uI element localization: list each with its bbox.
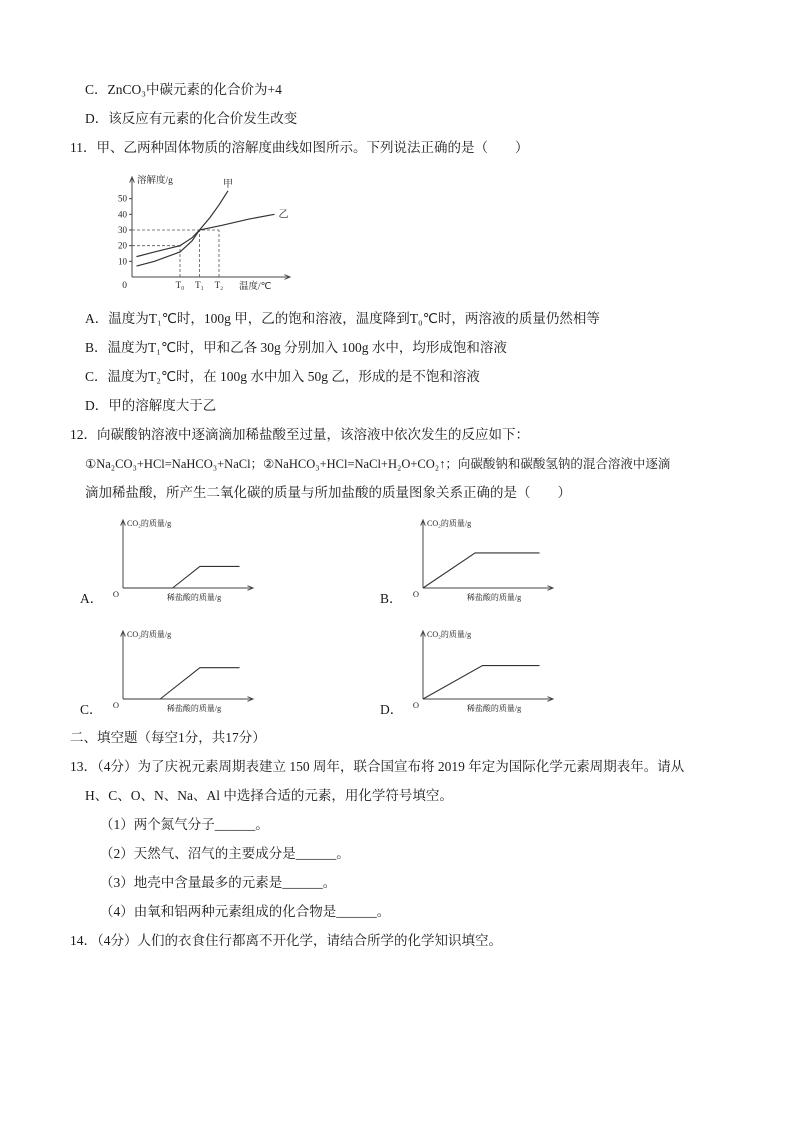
svg-text:50: 50 bbox=[118, 193, 127, 204]
q12-choice-a bbox=[80, 512, 380, 607]
q12-stem-line3: 滴加稀盐酸，所产生二氧化碳的质量与所加盐酸的质量图象关系正确的是（ ） bbox=[85, 485, 571, 500]
svg-text:T₁: T₁ bbox=[195, 280, 204, 290]
svg-text:20: 20 bbox=[118, 240, 127, 251]
svg-text:稀盐酸的质量/g: 稀盐酸的质量/g bbox=[467, 704, 522, 713]
svg-text:稀盐酸的质量/g: 稀盐酸的质量/g bbox=[466, 593, 521, 602]
q12-choice-b bbox=[380, 512, 680, 607]
svg-text:CO₂的质量/g: CO₂的质量/g bbox=[426, 519, 471, 528]
q12-chart-a-svg bbox=[107, 512, 267, 607]
svg-text:稀盐酸的质量/g: 稀盐酸的质量/g bbox=[166, 704, 221, 713]
svg-text:0: 0 bbox=[122, 281, 127, 291]
svg-text:O: O bbox=[112, 700, 119, 710]
q12-choice-b-label: B． bbox=[380, 591, 403, 606]
q13-blank-4: （4）由氧和铝两种元素组成的化合物是______。 bbox=[100, 904, 391, 919]
q14-stem: 14．（4分）人们的衣食住行都离不开化学，请结合所学的化学知识填空。 bbox=[70, 933, 502, 948]
q11-option-d: D．甲的溶解度大于乙 bbox=[85, 398, 217, 413]
svg-text:CO₂的质量/g: CO₂的质量/g bbox=[427, 630, 472, 639]
q12-stem-line1: 12．向碳酸钠溶液中逐滴滴加稀盐酸至过量，该溶液中依次发生的反应如下： bbox=[70, 427, 529, 442]
q11-option-c: C．温度为T₂℃时，在 100g 水中加入 50g 乙，形成的是不饱和溶液 bbox=[85, 369, 480, 384]
q12-stem-line2: ①Na₂CO₃+HCl=NaHCO₃+NaCl；②NaHCO₃+HCl=NaCl+H₂O+CO₂↑；向碳酸钠和碳酸氢钠的混合溶液中逐滴 bbox=[85, 457, 671, 471]
svg-text:稀盐酸的质量/g: 稀盐酸的质量/g bbox=[167, 593, 222, 602]
section2-title: 二、填空题（每空1分，共17分） bbox=[70, 730, 266, 745]
q11-stem: 11．甲、乙两种固体物质的溶解度曲线如图所示。下列说法正确的是（ ） bbox=[70, 140, 529, 155]
svg-text:O: O bbox=[412, 589, 419, 599]
svg-text:CO₂的质量/g: CO₂的质量/g bbox=[126, 630, 171, 639]
q11-solubility-chart bbox=[98, 167, 720, 295]
q11-option-a: A．温度为T₁℃时，100g 甲，乙的饱和溶液，温度降到T₀℃时，两溶液的质量仍然相等 bbox=[85, 311, 600, 326]
svg-text:CO₂的质量/g: CO₂的质量/g bbox=[127, 519, 172, 528]
svg-text:O: O bbox=[113, 589, 120, 599]
svg-text:T₂: T₂ bbox=[214, 280, 224, 290]
q10-option-d: D．该反应有元素的化合价发生改变 bbox=[85, 111, 298, 126]
q12-chart-d-svg bbox=[407, 623, 567, 718]
q10-option-c: C．ZnCO₃中碳元素的化合价为+4 bbox=[85, 82, 282, 97]
q12-choice-c bbox=[80, 623, 380, 718]
q12-chart-b-svg bbox=[407, 512, 567, 607]
q12-choice-d bbox=[380, 623, 680, 718]
svg-text:温度/℃: 温度/℃ bbox=[239, 282, 272, 292]
svg-text:溶解度/g: 溶解度/g bbox=[137, 176, 173, 186]
svg-text:O: O bbox=[413, 700, 420, 710]
q12-choice-c-label: C． bbox=[80, 702, 103, 717]
svg-text:30: 30 bbox=[118, 225, 127, 235]
svg-text:40: 40 bbox=[118, 209, 127, 220]
q13-blank-1: （1）两个氮气分子______。 bbox=[100, 817, 269, 832]
q12-choice-d-label: D． bbox=[380, 702, 404, 717]
q13-stem-line1: 13．（4分）为了庆祝元素周期表建立 150 周年，联合国宣布将 2019 年定为国际化学元素周期表年。请从 bbox=[70, 759, 685, 774]
svg-text:甲: 甲 bbox=[223, 178, 233, 190]
q12-chart-c-svg bbox=[107, 623, 267, 718]
svg-text:T₀: T₀ bbox=[175, 280, 185, 290]
q12-choice-a-label: A． bbox=[80, 591, 104, 606]
svg-text:乙: 乙 bbox=[278, 209, 289, 221]
q11-option-b: B．温度为T₁℃时，甲和乙各 30g 分别加入 100g 水中，均形成饱和溶液 bbox=[85, 340, 507, 355]
q13-blank-2: （2）天然气、沼气的主要成分是______。 bbox=[100, 846, 350, 861]
solubility-curve-svg bbox=[98, 167, 298, 295]
svg-text:10: 10 bbox=[118, 256, 127, 267]
q12-choices bbox=[80, 512, 720, 718]
q13-stem-line2: H、C、O、N、Na、Al 中选择合适的元素，用化学符号填空。 bbox=[85, 788, 453, 803]
q13-blank-3: （3）地壳中含量最多的元素是______。 bbox=[100, 875, 337, 890]
